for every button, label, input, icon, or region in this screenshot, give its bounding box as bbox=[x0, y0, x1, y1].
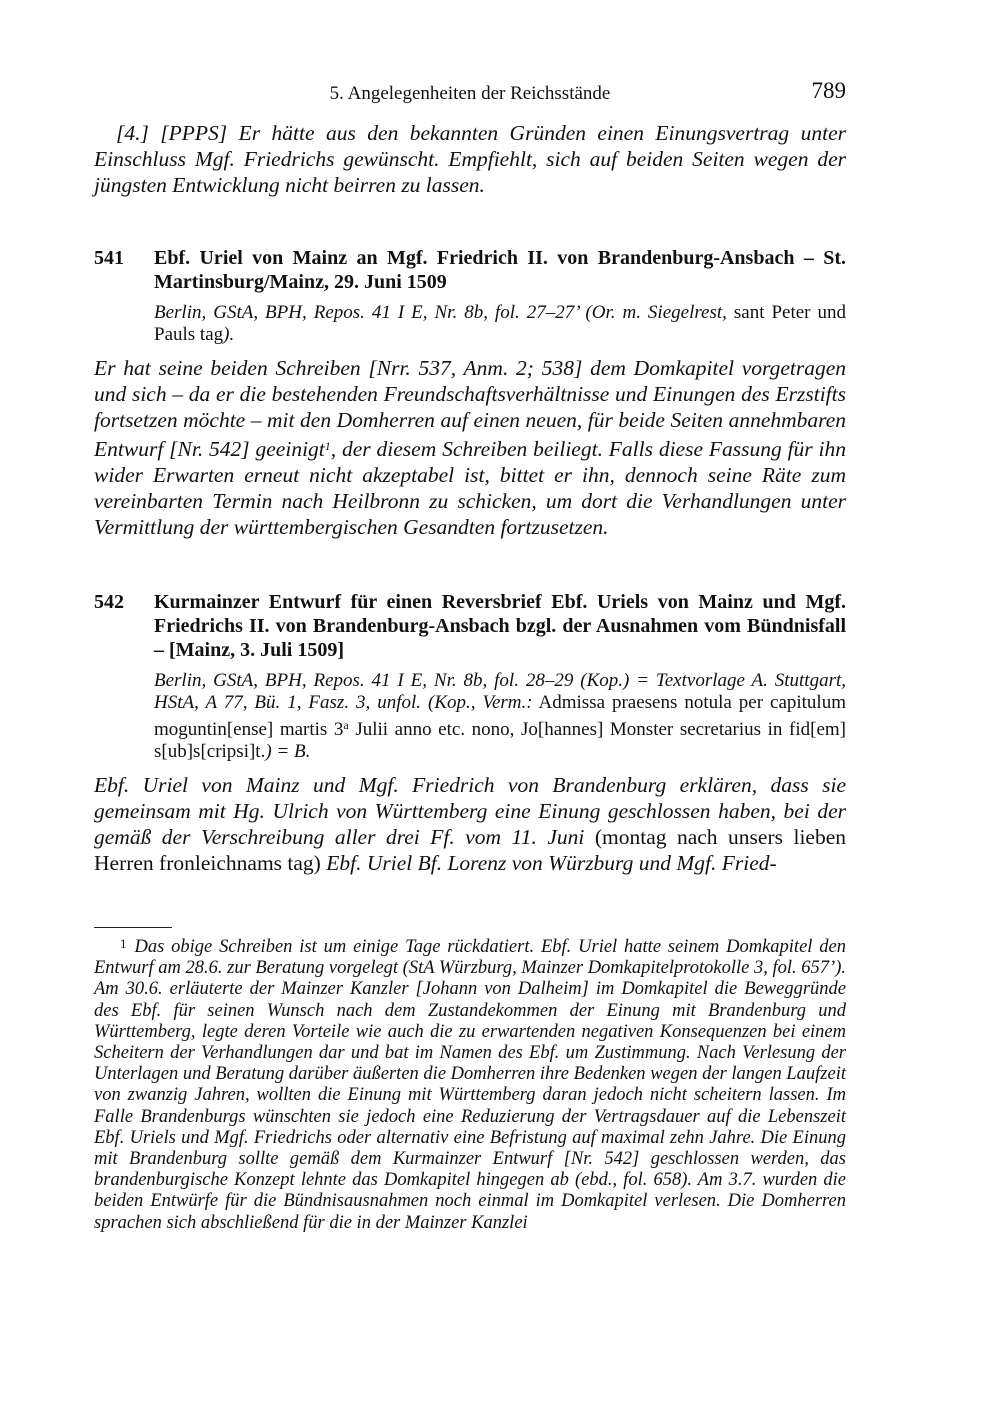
entry-number: 541 bbox=[94, 247, 124, 269]
entry-source bbox=[154, 302, 846, 346]
source-citation: Berlin, GStA, BPH, Repos. 41 I E, Nr. 8b, fol. 27–27’ (Or. m. Siegelrest, bbox=[154, 302, 727, 323]
source-end: ). bbox=[223, 324, 235, 345]
source-quote-b: Julii anno etc. nono, Jo[hannes] Monster secretarius in fid[em] s[ub]s[cripsi]t. bbox=[154, 719, 846, 762]
entry-heading: Kurmainzer Entwurf für einen Reversbrief Ebf. Uriels von Mainz und Mgf. Friedrichs II. von Brandenburg-Ansbach bzgl. der Ausnahmen vom Bündnisfall – [Mainz, 3. Juli 1509] bbox=[154, 591, 846, 661]
summary-text-2: , der diesem Schreiben beiliegt. Falls diese Fassung für ihn wider Erwarten erneut nicht akzeptabel ist, bittet er ihn, dennoch seine Räte zum vereinbarten Termin nach Heilbronn zu schicken, um dort die Verhandlungen unter Vermittlung der württembergischen Gesandten fortzusetzen. bbox=[94, 437, 846, 539]
summary-text-1: Er hat seine beiden Schreiben [Nrr. 537, Anm. 2; 538] dem Domkapitel vorgetragen und sich – da er die bestehenden Freundschaftsverhältnisse und Einungen des Erzstifts fortsetzen möchte – mit den Domherren auf einen neuen, für beide Seiten annehmbaren Entwurf [Nr. 542] geeinigt bbox=[94, 356, 846, 461]
running-title: 5. Angelegenheiten der Reichsstände bbox=[329, 83, 611, 104]
source-quote-superscript: a bbox=[343, 718, 349, 732]
footnote bbox=[94, 933, 846, 1234]
summary-quote: (montag nach unsers lieben Herren fronleichnams tag) bbox=[94, 825, 847, 875]
footnote-reference: 1 bbox=[324, 439, 331, 453]
entry-heading: Ebf. Uriel von Mainz an Mgf. Friedrich II. von Brandenburg-Ansbach – St. Martinsburg/Mainz, 29. Juni 1509 bbox=[154, 247, 846, 293]
source-citation: Berlin, GStA, BPH, Repos. 41 I E, Nr. 8b, fol. 28–29 (Kop.) = Textvorlage A. Stuttgart, HStA, A 77, Bü. 1, Fasz. 3, unfol. (Kop., Verm.: bbox=[154, 670, 846, 713]
entry-541 bbox=[94, 246, 846, 540]
intro-paragraph: [4.] [PPPS] Er hätte aus den bekannten Gründen einen Einungsvertrag unter Einschluss Mgf. Friedrichs gewünscht. Empfiehlt, sich auf beiden Seiten wegen der jüngsten Entwicklung nicht beirren zu lassen. bbox=[94, 121, 846, 197]
entry-542 bbox=[94, 590, 846, 876]
source-quote-a: Admissa praesens notula per capitulum moguntin[ense] martis 3 bbox=[154, 692, 846, 740]
running-head bbox=[94, 80, 846, 110]
entry-summary bbox=[94, 772, 846, 876]
footnote-text: Das obige Schreiben ist um einige Tage rückdatiert. Ebf. Uriel hatte seinem Domkapitel den Entwurf am 28.6. zur Beratung vorgelegt (StA Würzburg, Mainzer Domkapitelprotokolle 3, fol. 657’). Am 30.6. erläuterte der Mainzer Kanzler [Johann von Dalheim] im Domkapitel die Beweggründe des Ebf. für seinen Wunsch nach dem Zustandekommen der Einung mit Brandenburg und Württemberg, legte deren Vorteile wie auch die zu erwartenden negativen Konsequenzen bei einem Scheitern der Verhandlungen dar und bat im Namen des Ebf. um Zustimmung. Nach Verlesung der Unterlagen und Beratung darüber äußerten die Domherren ihre Bedenken wegen der langen Laufzeit von zwanzig Jahren, wollten die Einung mit Württemberg daran jedoch nicht scheitern lassen. Im Falle Brandenburgs wünschten sie jedoch eine Reduzierung der Vertragsdauer auf die Lebenszeit Ebf. Uriels und Mgf. Friedrichs oder alternativ eine Befristung auf maximal zehn Jahre. Die Einung mit Brandenburg sollte gemäß dem Kurmainzer Entwurf [Nr. 542] geschlossen werden, das brandenburgische Konzept lehnte das Domkapitel hingegen ab (ebd., fol. 658). Am 3.7. wurden die beiden Entwürfe für die Bündnisausnahmen noch einmal im Domkapitel verlesen. Die Domherren sprachen sich abschließend für die in der Mainzer Kanzlei bbox=[94, 937, 846, 1233]
page-number: 789 bbox=[811, 78, 846, 103]
source-quote: sant Peter und Pauls tag bbox=[154, 302, 846, 345]
entry-summary bbox=[94, 355, 846, 540]
entry-number: 542 bbox=[94, 591, 124, 613]
entry-source bbox=[154, 670, 846, 763]
footnote-rule bbox=[94, 927, 172, 928]
footnote-number: 1 bbox=[120, 936, 127, 951]
summary-text-1: Ebf. Uriel von Mainz und Mgf. Friedrich von Brandenburg erklären, dass sie gemeinsam mit Hg. Ulrich von Württemberg eine Einung geschlossen haben, bei der gemäß der Verschreibung aller drei Ff. vom 11. Juni bbox=[94, 773, 846, 849]
source-end: ) = B. bbox=[265, 741, 311, 762]
summary-text-2: Ebf. Uriel Bf. Lorenz von Würzburg und Mgf. Fried- bbox=[326, 851, 777, 875]
